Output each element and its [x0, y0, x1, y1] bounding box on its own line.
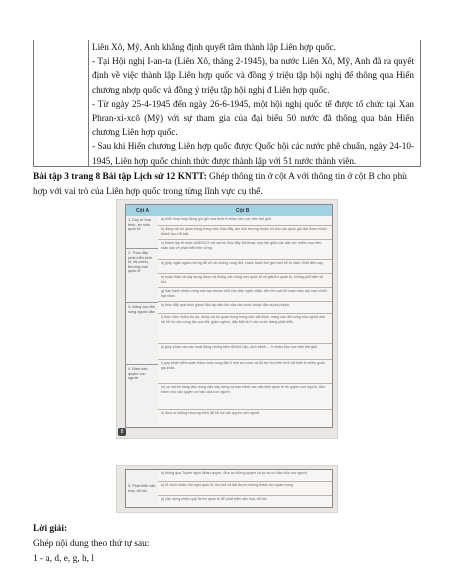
column-b-item: d) giúp ngăn ngừa những đổ vỡ và những xung đột, chấm hành thế giới mới kể từ năm 1945 đến nay. — [158, 260, 332, 274]
column-a-item: 5. Phát triển văn hoá, xã hội — [128, 484, 156, 493]
exercise-text: Ghép thông tin ở cột A với thông tin ở cột B cho phù hợp với vai trò của Liên hợp quốc trong từng lĩnh vực cụ thể. — [33, 172, 407, 197]
paragraph: - Sau khi Hiến chương Liên hợp quốc được Quốc hội các nước phê chuẩn, ngày 24-10-1945, Liên hợp quốc chính thức được thành lập với 51 nước thành viên. — [92, 141, 414, 166]
answer-line: 1 - a, d, e, g, h, l — [33, 554, 94, 564]
matching-table-header — [126, 205, 332, 216]
history-table-fragment — [33, 40, 421, 167]
column-b-item: g) ban hành nhiều công ước tạo khuôn khổ cho việc ngăn chặn, tiến tới xoá bỏ hoàn toàn các loại vũ khí hạt nhân. — [158, 288, 332, 302]
column-b-item: n) thông qua Tuyên ngôn Nhân quyền, đưa ra những quyền và tự do cơ bản của con người. — [158, 470, 332, 482]
column-b-item: m) có vai trò hàng đầu trong việc xây dựng và ban hành các văn kiện quốc tế về quyền con người, đấu tranh cho các quyền cơ bản của con người. — [158, 384, 332, 410]
column-b — [158, 470, 332, 507]
column-b-item: h) thúc đẩy quá trình giành độc lập dân tộc của các nước thuộc địa và phụ thuộc. — [158, 302, 332, 314]
column-b-item: p) xây dựng nhiều quỹ tài trợ quốc tế để phát triển văn hoá, xã hội. — [161, 497, 268, 501]
textbook-photo-continued — [117, 466, 337, 512]
header-column-b: Cột B — [236, 208, 250, 214]
paragraph: - Tại Hội nghị I-an-ta (Liên Xô, tháng 2-1945), ba nước Liên Xô, Mỹ, Anh đã ra quyết định về việc thành lập Liên hợp quốc và đồng ý triệu tập hội nghị để thông qua Hiến chương nhợp quốc và đồng ý triệu tập hội nghị đ Liên hợp quốc. — [92, 56, 414, 95]
column-a-item: 2. Thúc đẩy phát triển kinh tế, tài chính, thương mại quốc tế — [126, 249, 158, 303]
textbook-photo — [117, 200, 337, 438]
column-b-item: b) đóng vai trò quan trọng trong việc thúc đẩy, tạo môi trường thuận lợi cho các quốc gia đạt được nhiều thành tựu nổi bật. — [158, 226, 332, 240]
answer-section — [33, 522, 423, 567]
column-b-item: e) soạn thảo và xây dựng được hệ thống các công ước quốc tế về giải trừ quân bị, chống phổ biến vũ khí. — [158, 274, 332, 288]
column-b-item: l) góp phần kiểm soát nhiều cuộc xung đột ở một số nước và hỗ trợ cho tiến trình tái thiết ở nhiều quốc gia khác. — [158, 360, 332, 384]
table-left-column — [34, 40, 89, 166]
column-b-item: a) triển khai hoạt động gìn giữ hoà bình ở nhiều khu vực trên thế giới. — [158, 216, 332, 226]
exercise-title: Bài tập 3 trang 8 Bài tập Lịch sử 12 KNTT: — [33, 172, 207, 182]
header-column-a: Cột A — [136, 208, 150, 214]
matching-table — [125, 204, 333, 428]
column-b-item: k) giúp phần vào các hoạt động chống biến đổi khí hậu, dịch bệnh,... ở nhiều khu vực trên thế giới. — [158, 344, 332, 360]
column-b-item: c) thành lập tổ chức UNESCO với vai trò thúc đẩy đối thoại, hợp tác giữa các dân tộc nhằm mục tiêu toàn cầu về phát triển bền vững. — [158, 240, 332, 260]
paragraph: Liên Xô, Mỹ, Anh khẳng định quyết tâm thành lập Liên hợp quốc. — [92, 42, 336, 52]
column-a-item: 4. Đảm bảo quyền con người — [128, 367, 148, 381]
column-a-item: 1. Duy trì hoà bình, an ninh quốc tế — [126, 216, 158, 249]
column-b-item: i) thực hiện nhiều dự án, đóng vai trò quan trọng trong việc cải thiện, nâng cao đời sống của người dân và hỗ trợ cho công tác xoá đói, giảm nghèo, đặc biệt là ở các nước đang phát triển. — [158, 314, 332, 344]
page-number-badge: 8 — [118, 428, 126, 436]
matching-table-continued — [125, 469, 333, 508]
column-a-item: 3. Nâng cao đời sống người dân — [126, 303, 158, 365]
exercise-heading — [33, 170, 423, 199]
answer-intro: Ghép nội dung theo thứ tự sau: — [33, 539, 150, 549]
column-a — [126, 470, 159, 507]
column-b — [158, 216, 332, 427]
column-a — [126, 216, 159, 427]
answer-title: Lời giải: — [33, 524, 68, 534]
table-right-column — [92, 40, 414, 168]
column-b-item: n) đưa ra những chương trình để hỗ trợ các quyền con người. — [161, 411, 261, 415]
paragraph: - Từ ngày 25-4-1945 đến ngày 26-6-1945, một hội nghị quốc tế được tổ chức tại Xan Phran-xi-xcô (Mỹ) với sự tham gia của đại biểu 50 nước đã thông qua bản Hiến chương Liên hợp quốc. — [92, 98, 414, 138]
column-b-item: o) tổ chức nhiều hội nghị quốc tế, thu hút và đạt được những thành tựu quan trọng. — [158, 482, 332, 496]
